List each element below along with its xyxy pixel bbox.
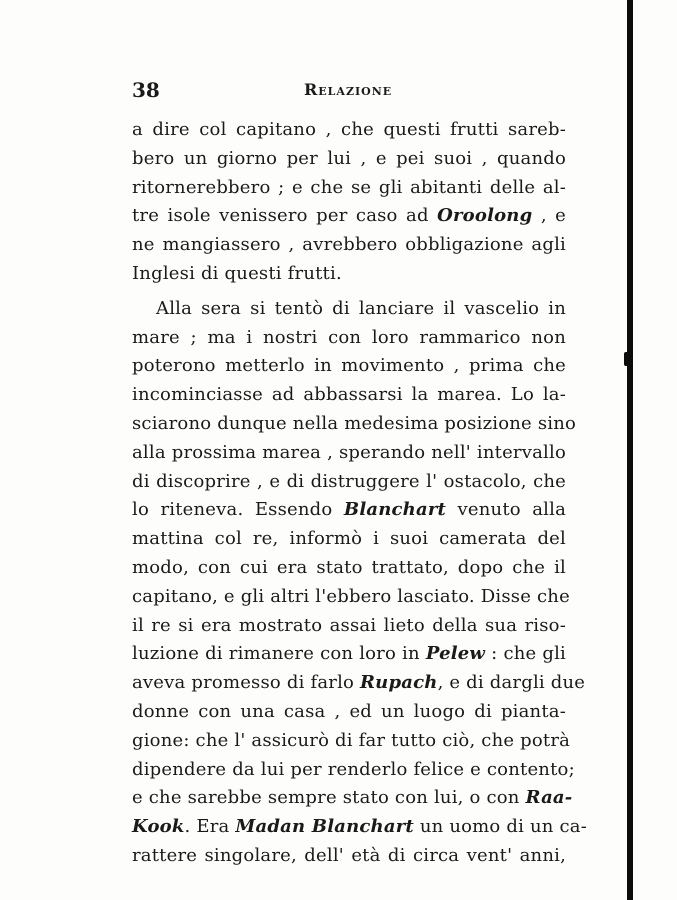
text-line: aveva promesso di farlo Rupach, e di dargli due <box>132 672 586 694</box>
person-name: Blanchart <box>343 499 447 521</box>
text-line: a dire col capitano , che questi frutti sareb- <box>132 119 566 140</box>
page-number: 38 <box>132 78 160 102</box>
text-line: sciarono dunque nella medesima posizione sino <box>132 412 577 434</box>
text-line: donne con una casa , ed un luogo di pianta- <box>132 700 566 722</box>
text-line: ritornerebbero ; e che se gli abitanti delle al- <box>132 176 566 198</box>
page-spine-edge <box>627 0 633 900</box>
text-line: di discoprire , e di distruggere l' ostacolo, che <box>132 470 566 492</box>
text-line: mattina col re, informò i suoi camerata del <box>132 528 566 550</box>
text-line: Inglesi di questi frutti. <box>132 262 342 284</box>
spine-notch <box>624 352 630 366</box>
text-line: alla prossima marea , sperando nell' intervallo <box>132 441 566 463</box>
text-line: modo, con cui era stato trattato, dopo che il <box>132 556 566 578</box>
text-line: Alla sera si tentò di lanciare il vascelio in <box>156 297 566 319</box>
person-name: Kook <box>132 816 185 838</box>
text-line: rattere singolare, dell' età di circa vent' anni, <box>132 844 566 866</box>
text-line: ne mangiassero , avrebbero obbligazione agli <box>132 234 566 256</box>
text-line: capitano, e gli altri l'ebbero lasciato. Disse che <box>132 585 570 607</box>
text-line: il re si era mostrato assai lieto della sua riso- <box>132 614 566 636</box>
text-line: incominciasse ad abbassarsi la marea. Lo la- <box>132 384 566 406</box>
text-line: gione: che l' assicurò di far tutto ciò, che potrà <box>132 729 571 751</box>
text-line: tre isole venissero per caso ad Oroolong , e <box>132 205 567 227</box>
body-text <box>132 116 587 871</box>
text-line: Kook. Era Madan Blanchart un uomo di un ca- <box>132 816 587 838</box>
place-name: Pelew <box>425 643 486 665</box>
running-title: Relazione <box>304 80 393 99</box>
title-word: Rupach <box>360 672 438 694</box>
text-line: bero un giorno per lui , e pei suoi , quando <box>132 147 566 169</box>
text-line: luzione di rimanere con loro in Pelew : che gli <box>132 643 567 665</box>
text-line: poterono metterlo in movimento , prima che <box>132 355 566 377</box>
text-line: dipendere da lui per renderlo felice e contento; <box>132 758 575 780</box>
text-line: lo riteneva. Essendo Blanchart venuto alla <box>132 499 567 521</box>
text-line: e che sarebbe sempre stato con lui, o con Raa- <box>132 787 573 809</box>
person-name: Madan Blanchart <box>235 816 414 838</box>
person-name: Raa- <box>525 787 573 809</box>
page-header <box>132 78 572 108</box>
place-name: Oroolong <box>437 205 533 227</box>
text-line: mare ; ma i nostri con loro rammarico non <box>132 326 566 348</box>
